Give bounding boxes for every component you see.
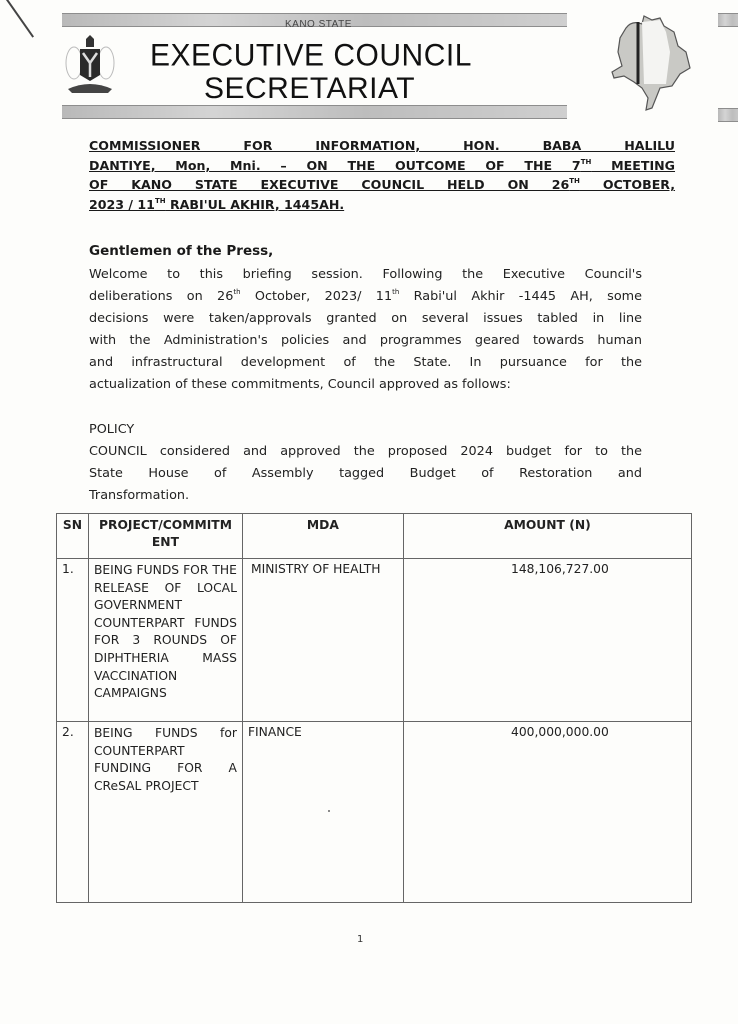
scan-mark bbox=[6, 0, 34, 38]
kano-state-map-icon bbox=[608, 12, 698, 112]
letterhead-right-band-bottom bbox=[718, 108, 738, 122]
intro-line-mid: October, 2023/ 11 bbox=[240, 289, 393, 304]
project-line: FOR 3 ROUNDS OF bbox=[93, 633, 237, 648]
project-line: CReSAL PROJECT bbox=[93, 778, 199, 793]
policy-line: State House of Assembly tagged Budget of Restoration and bbox=[89, 466, 642, 481]
letterhead-title-line2: SECRETARIAT bbox=[204, 72, 416, 105]
cell-mda: MINISTRY OF HEALTH bbox=[242, 559, 403, 722]
cell-sn: 2. bbox=[57, 722, 89, 903]
approvals-table bbox=[56, 513, 692, 903]
greeting: Gentlemen of the Press, bbox=[89, 243, 274, 259]
heading-line-3-tail: OCTOBER, bbox=[579, 177, 676, 192]
intro-line: and infrastructural development of the State. In pursuance for the bbox=[89, 355, 642, 370]
policy-label: POLICY bbox=[89, 422, 135, 437]
project-line: BEING FUNDS FOR THE bbox=[93, 563, 237, 577]
project-line: VACCINATION bbox=[93, 668, 178, 683]
heading-line-2 bbox=[89, 156, 675, 176]
project-line: FUNDING FOR A bbox=[93, 761, 237, 776]
heading-line-2-tail: MEETING bbox=[591, 157, 676, 173]
superscript: TH bbox=[580, 157, 592, 166]
intro-line: actualization of these commitments, Council approved as follows: bbox=[89, 377, 511, 392]
table-row bbox=[57, 559, 692, 722]
policy-line: COUNCIL considered and approved the proposed 2024 budget for to the bbox=[89, 444, 642, 459]
cell-amount: 400,000,000.00 bbox=[403, 722, 691, 903]
letterhead-title-line1: EXECUTIVE COUNCIL bbox=[150, 38, 472, 73]
cell-project bbox=[88, 722, 242, 903]
heading-line-3-text: OF KANO STATE EXECUTIVE COUNCIL HELD ON 26 bbox=[89, 177, 570, 192]
heading-line-4-tail: RABI'UL AKHIR, 1445AH. bbox=[165, 196, 345, 212]
project-line: DIPHTHERIA MASS bbox=[93, 650, 237, 665]
project-line: GOVERNMENT bbox=[93, 598, 182, 613]
heading-line-2-text: DANTIYE, Mon, Mni. – ON THE OUTCOME OF THE 7 bbox=[89, 157, 581, 173]
intro-line bbox=[89, 286, 642, 308]
superscript: TH bbox=[569, 177, 580, 185]
project-line: RELEASE OF LOCAL bbox=[93, 580, 237, 595]
superscript: th bbox=[392, 288, 400, 296]
cell-mda: FINANCE bbox=[242, 722, 403, 903]
header-sn: SN bbox=[57, 514, 89, 559]
intro-paragraph bbox=[89, 264, 642, 396]
intro-line-text: deliberations on 26 bbox=[89, 289, 234, 304]
cell-amount: 148,106,727.00 bbox=[403, 559, 691, 722]
cell-sn: 1. bbox=[57, 559, 89, 722]
state-label: KANO STATE bbox=[285, 19, 352, 30]
coat-of-arms-icon bbox=[64, 35, 116, 95]
heading-line-1: COMMISSIONER FOR INFORMATION, HON. BABA HALILU bbox=[89, 138, 675, 153]
header-project: PROJECT/COMMITM ENT bbox=[88, 514, 242, 559]
scan-speck bbox=[328, 810, 330, 812]
superscript: th bbox=[233, 288, 241, 296]
intro-line: decisions were taken/approvals granted on several issues tabled in line bbox=[89, 311, 642, 326]
press-release-heading bbox=[89, 136, 675, 214]
table-row bbox=[57, 722, 692, 903]
project-line: BEING FUNDS for bbox=[93, 726, 237, 740]
intro-line-tail: Rabi'ul Akhir -1445 AH, some bbox=[399, 289, 642, 304]
superscript: TH bbox=[154, 196, 166, 205]
page-number: 1 bbox=[357, 934, 364, 945]
heading-line-4-text: 2023 / 11 bbox=[89, 196, 155, 212]
project-line: COUNTERPART FUNDS bbox=[93, 615, 237, 630]
intro-line: Welcome to this briefing session. Following the Executive Council's bbox=[89, 267, 642, 282]
letterhead-bottom-band bbox=[62, 105, 567, 119]
heading-line-3 bbox=[89, 175, 675, 195]
policy-paragraph bbox=[89, 441, 642, 507]
cell-project bbox=[88, 559, 242, 722]
project-line: CAMPAIGNS bbox=[93, 686, 167, 701]
header-mda: MDA bbox=[242, 514, 403, 559]
heading-line-4 bbox=[89, 195, 675, 215]
project-line: COUNTERPART bbox=[93, 743, 185, 758]
intro-line: with the Administration's policies and programmes geared towards human bbox=[89, 333, 642, 348]
letterhead-right-band-top bbox=[718, 13, 738, 27]
header-amount: AMOUNT (N) bbox=[403, 514, 691, 559]
policy-line: Transformation. bbox=[89, 488, 190, 503]
table-header-row bbox=[57, 514, 692, 559]
